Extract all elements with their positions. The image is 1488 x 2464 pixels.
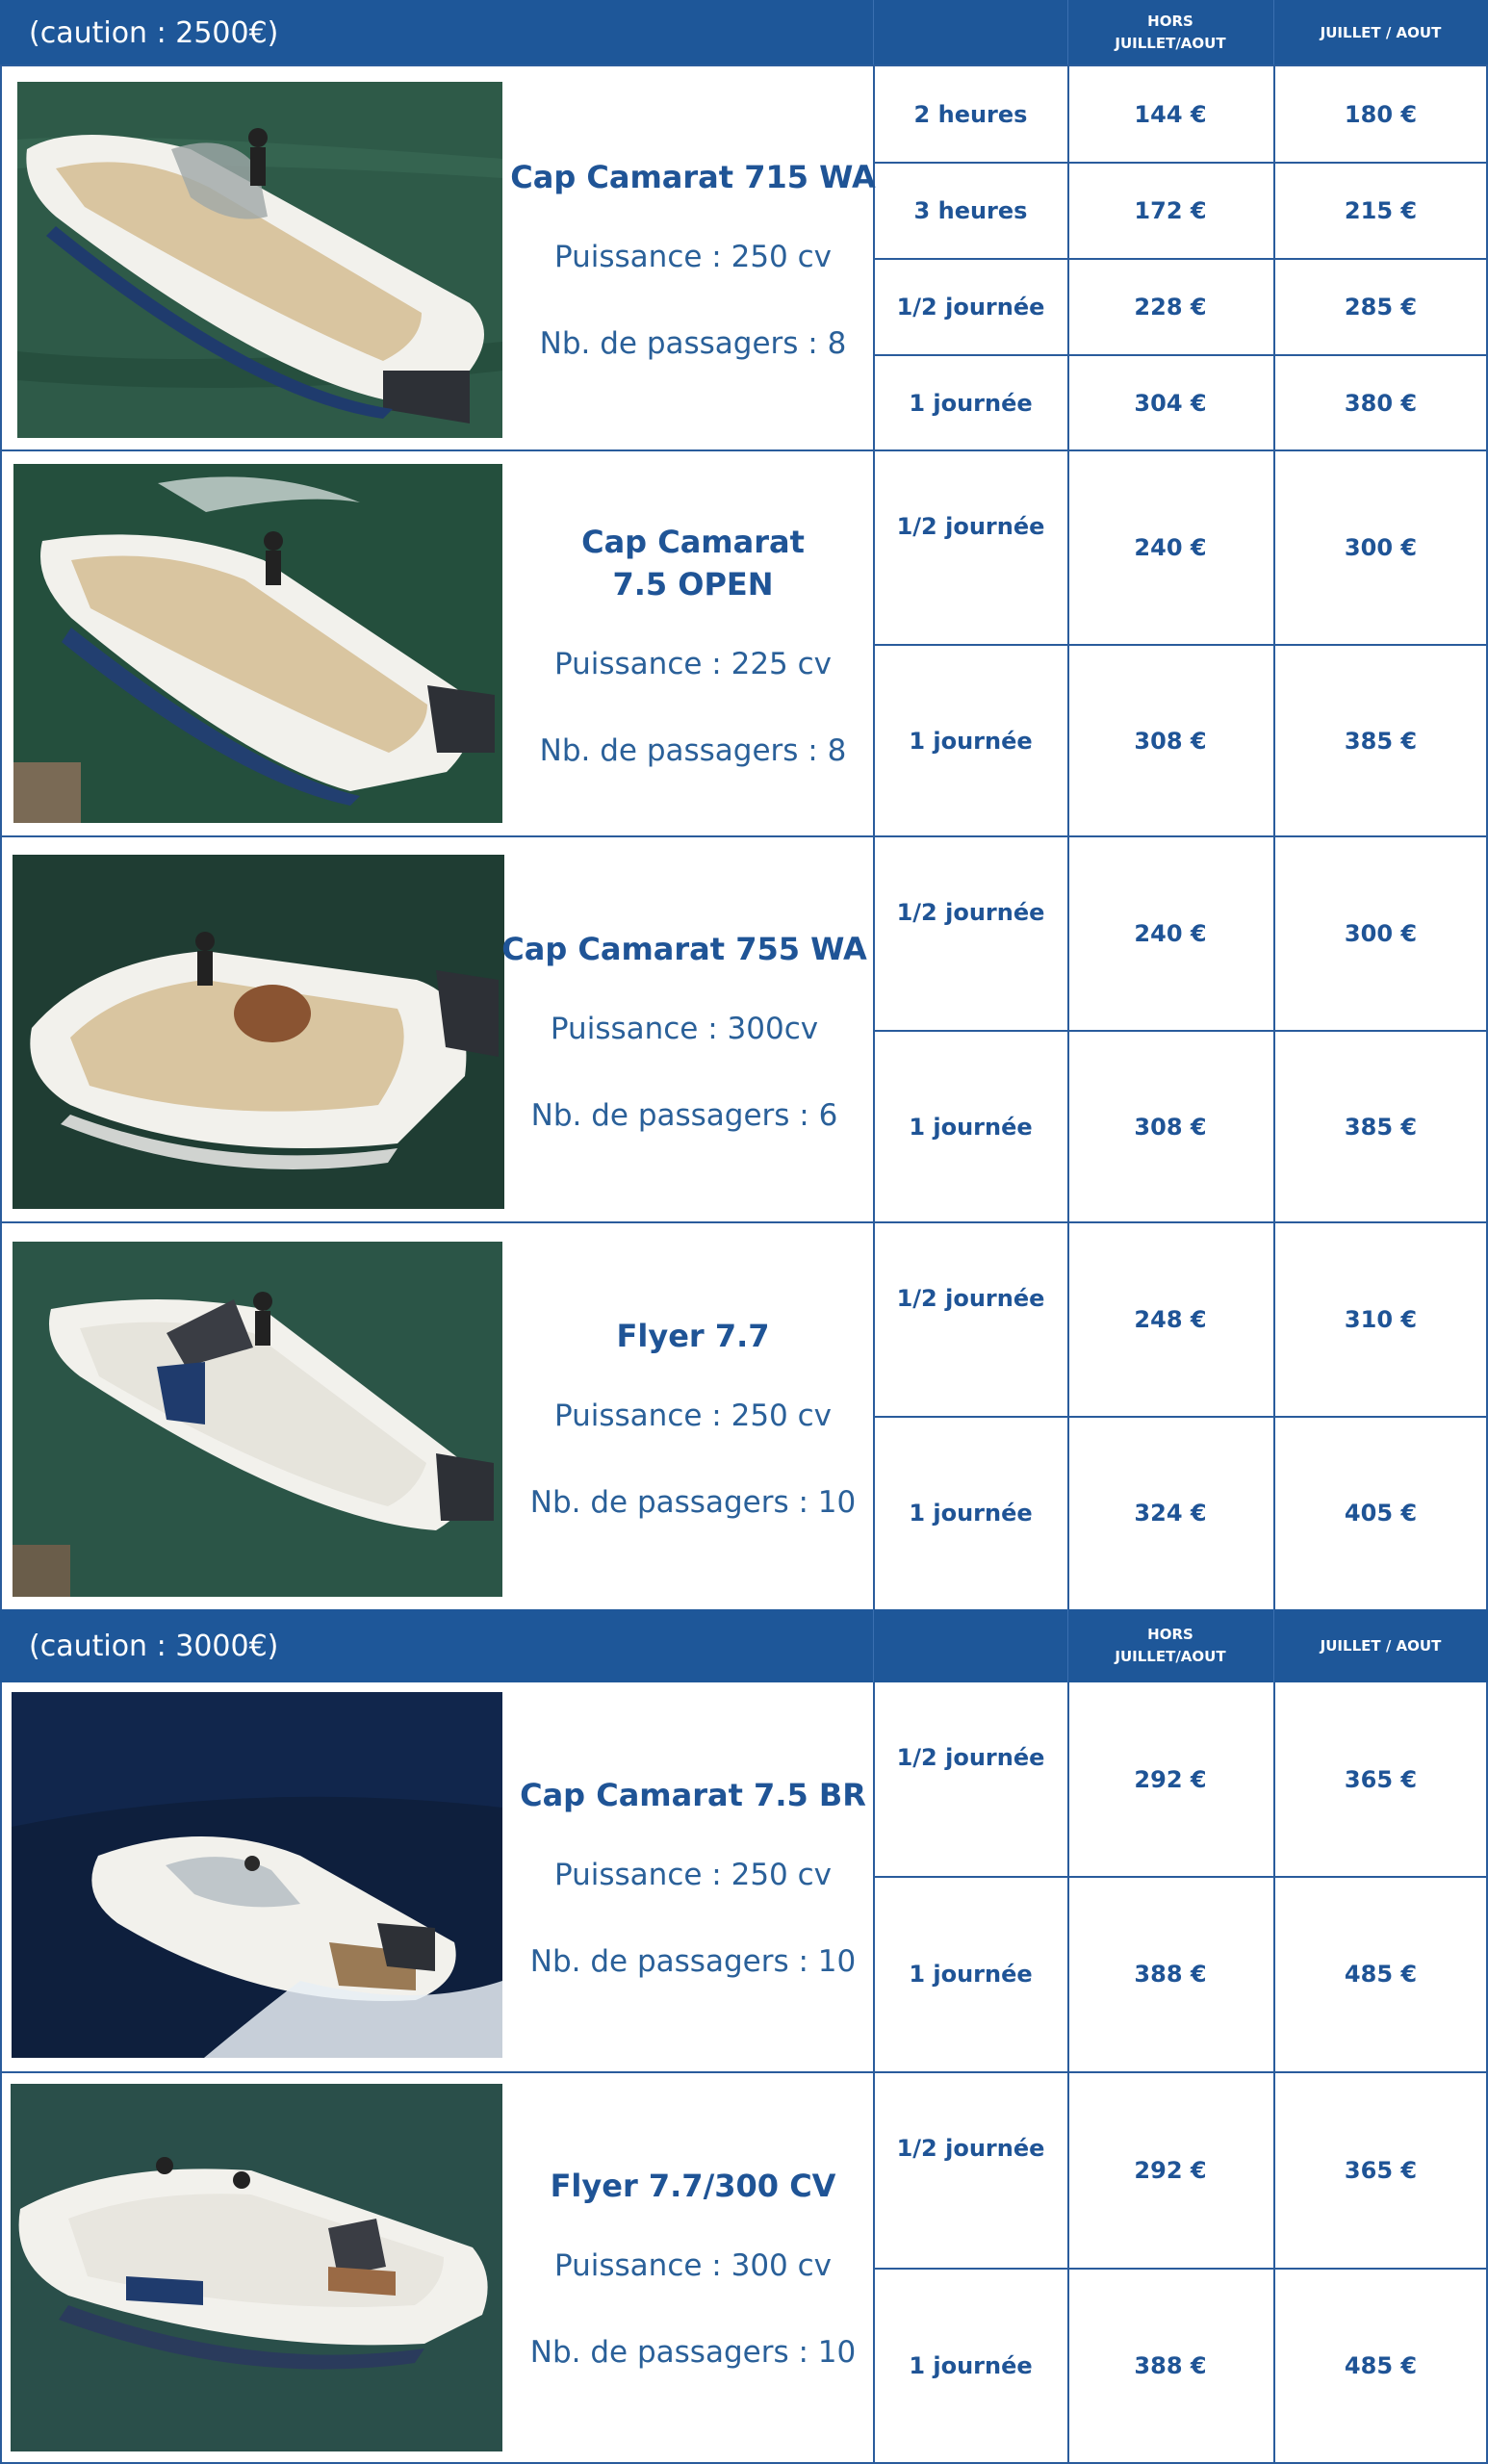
offseason-column-header <box>1067 1609 1273 1682</box>
season-header-label: JUILLET / AOUT <box>1320 23 1442 41</box>
section-header <box>0 0 1488 65</box>
offseason-price: 228 € <box>1134 294 1207 321</box>
season-price: 300 € <box>1344 534 1418 561</box>
offseason-price: 292 € <box>1134 1765 1207 1793</box>
season-header-label: JUILLET / AOUT <box>1320 1636 1442 1655</box>
boat-photo <box>11 2084 502 2451</box>
boat-row <box>0 1682 1488 2073</box>
offseason-price: 240 € <box>1134 920 1207 947</box>
boat-details <box>500 837 868 1223</box>
rental-duration: 1/2 journée <box>896 2135 1045 2162</box>
season-price: 380 € <box>1344 390 1418 417</box>
season-price: 285 € <box>1344 294 1418 321</box>
boat-power: Puissance : 250 cv <box>553 1858 833 1892</box>
boat-power: Puissance : 250 cv <box>553 1398 833 1433</box>
offseason-price: 308 € <box>1134 728 1207 755</box>
season-price: 300 € <box>1344 920 1418 947</box>
boat-row <box>0 449 1488 837</box>
deposit-label: (caution : 2500€) <box>29 15 279 50</box>
boat-details <box>510 1223 876 1611</box>
season-price: 385 € <box>1344 1114 1418 1141</box>
season-price: 365 € <box>1344 1765 1418 1793</box>
rental-duration: 2 heures <box>913 101 1028 128</box>
offseason-column-header <box>1067 0 1273 65</box>
offseason-price: 304 € <box>1134 390 1207 417</box>
offseason-price: 324 € <box>1134 1500 1207 1527</box>
offseason-price: 172 € <box>1134 197 1207 224</box>
season-price: 485 € <box>1344 2352 1418 2379</box>
boat-name: Cap Camarat 7.5 OPEN <box>581 523 805 603</box>
boat-passengers: Nb. de passagers : 10 <box>529 2335 857 2370</box>
header-divider <box>873 1609 874 1682</box>
boat-name: Cap Camarat 715 WA <box>510 159 876 195</box>
boat-passengers: Nb. de passagers : 8 <box>539 732 847 768</box>
offseason-header-line: HORS <box>1147 1626 1193 1643</box>
offseason-price: 308 € <box>1134 1114 1207 1141</box>
boat-name: Cap Camarat 7.5 BR <box>520 1777 866 1813</box>
boat-row <box>0 64 1488 451</box>
boat-photo <box>12 1692 502 2058</box>
boat-details <box>510 66 876 451</box>
rental-duration: 1 journée <box>909 1961 1033 1988</box>
season-price: 215 € <box>1344 197 1418 224</box>
boat-photo <box>17 82 502 438</box>
boat-passengers: Nb. de passagers : 10 <box>529 1484 857 1520</box>
boat-power: Puissance : 300 cv <box>553 2248 833 2283</box>
rental-duration: 1 journée <box>909 2352 1033 2379</box>
boat-details <box>510 451 876 837</box>
boat-row <box>0 2071 1488 2464</box>
season-column-header <box>1273 1609 1488 1682</box>
rental-duration: 1/2 journée <box>896 1744 1045 1771</box>
rental-duration: 3 heures <box>913 197 1028 224</box>
offseason-price: 388 € <box>1134 2352 1207 2379</box>
rental-duration: 1 journée <box>909 728 1033 755</box>
boat-photo <box>13 855 504 1209</box>
rental-duration: 1/2 journée <box>896 294 1045 321</box>
season-price: 365 € <box>1344 2157 1418 2184</box>
season-price: 405 € <box>1344 1500 1418 1527</box>
rental-duration: 1/2 journée <box>896 513 1045 540</box>
boat-details <box>510 1682 876 2071</box>
boat-name: Cap Camarat 755 WA <box>501 930 867 967</box>
boat-power: Puissance : 300cv <box>550 1011 819 1046</box>
boat-name: Flyer 7.7/300 CV <box>550 2168 836 2204</box>
deposit-label: (caution : 3000€) <box>29 1629 279 1663</box>
season-price: 385 € <box>1344 728 1418 755</box>
season-price: 310 € <box>1344 1306 1418 1333</box>
rental-duration: 1 journée <box>909 1114 1033 1141</box>
boat-photo <box>13 464 502 823</box>
boat-passengers: Nb. de passagers : 10 <box>529 1944 857 1979</box>
offseason-price: 240 € <box>1134 534 1207 561</box>
boat-details <box>510 2073 876 2462</box>
boat-power: Puissance : 250 cv <box>553 240 833 274</box>
rental-duration: 1/2 journée <box>896 899 1045 926</box>
section-header <box>0 1609 1488 1682</box>
boat-passengers: Nb. de passagers : 8 <box>539 326 847 361</box>
rental-duration: 1/2 journée <box>896 1285 1045 1312</box>
offseason-price: 144 € <box>1134 101 1207 128</box>
season-price: 485 € <box>1344 1961 1418 1988</box>
offseason-price: 248 € <box>1134 1306 1207 1333</box>
header-divider <box>873 0 874 65</box>
rental-duration: 1 journée <box>909 390 1033 417</box>
boat-power: Puissance : 225 cv <box>553 646 833 681</box>
offseason-header-line: JUILLET/AOUT <box>1115 35 1226 52</box>
season-price: 180 € <box>1344 101 1418 128</box>
boat-photo <box>13 1242 502 1597</box>
boat-passengers: Nb. de passagers : 6 <box>530 1097 838 1133</box>
rental-duration: 1 journée <box>909 1500 1033 1527</box>
offseason-price: 388 € <box>1134 1961 1207 1988</box>
boat-row <box>0 1221 1488 1609</box>
boat-name: Flyer 7.7 <box>616 1317 770 1354</box>
offseason-price: 292 € <box>1134 2157 1207 2184</box>
offseason-header-line: JUILLET/AOUT <box>1115 1648 1226 1665</box>
boat-row <box>0 835 1488 1223</box>
season-column-header <box>1273 0 1488 65</box>
offseason-header-line: HORS <box>1147 13 1193 30</box>
